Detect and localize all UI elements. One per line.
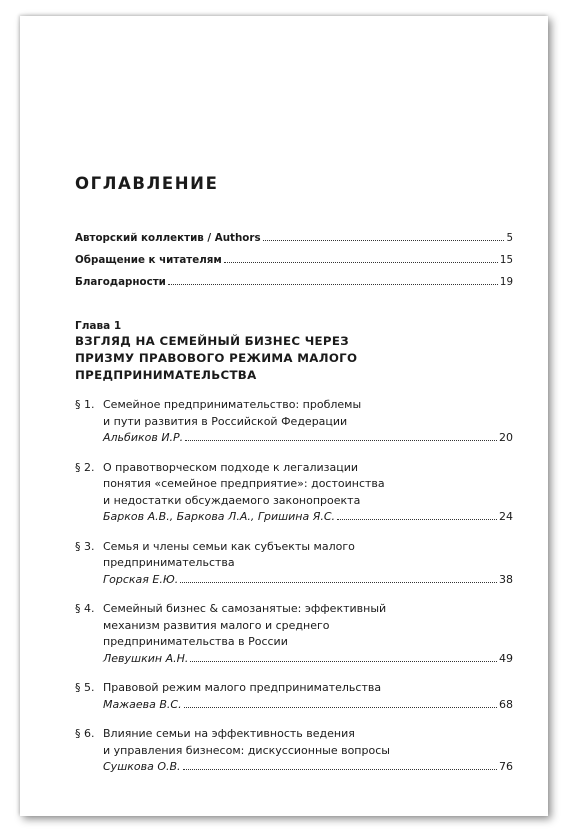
section-authors: Левушкин А.Н. [103,651,189,665]
section-number: § 2. [75,460,95,474]
section-body [103,460,513,526]
toc-entry-authors[interactable] [75,232,513,254]
section-title-line: Влияние семьи на эффективность ведения [103,727,355,740]
section-title-line: и управления бизнесом: дискуссионные вопросы [103,743,390,757]
chapter-block [75,320,513,789]
chapter-label: Глава 1 [75,320,122,332]
dot-leader [263,240,505,241]
section-title-line: Семейный бизнес & самозанятые: эффективный [103,602,387,615]
section-number: § 4. [75,602,95,615]
toc-section-6[interactable] [75,726,513,776]
dot-leader [184,707,497,708]
section-authors: Горская Е.Ю. [103,572,179,586]
page-title: ОГЛАВЛЕНИЕ [75,174,219,193]
chapter-title-line: ПРЕДПРИНИМАТЕЛЬСТВА [75,368,257,382]
section-author-row [103,430,513,447]
dot-leader [185,440,497,441]
dot-leader [224,262,498,263]
section-number: § 1. [75,398,95,411]
dot-leader [337,519,497,520]
section-body [103,601,513,667]
dot-leader [180,582,497,583]
section-title-line: предпринимательства [103,556,235,569]
section-authors: Барков А.В., Баркова Л.А., Гришина Я.С. [103,510,336,523]
entry-page-number: 5 [506,232,513,244]
dot-leader [168,284,498,285]
toc-section-4[interactable] [75,601,513,667]
entry-page-number: 15 [499,254,513,266]
section-title-line: О правотворческом подходе к легализации [103,460,359,474]
section-title-line: Семья и члены семьи как субъекты малого [103,539,355,553]
section-authors: Мажаева В.С. [103,697,182,711]
book-page [20,16,548,816]
toc-section-1[interactable] [75,397,513,447]
section-body [103,680,513,713]
section-authors: Альбиков И.Р. [103,431,184,444]
section-title-line: механизм развития малого и среднего [103,618,330,632]
entry-title: Обращение к читателям [75,254,222,266]
section-page-number: 20 [499,431,513,444]
entry-title: Авторский коллектив / Authors [75,232,261,244]
section-title-line: и пути развития в Российской Федерации [103,414,348,428]
section-title-line: предпринимательства в России [103,635,288,648]
entry-title: Благодарности [75,276,166,288]
section-title-line: понятия «семейное предприятие»: достоинства [103,477,385,490]
chapter-title [75,333,513,384]
toc-entry-acknowledgements[interactable] [75,276,513,298]
section-page-number: 38 [499,572,513,586]
section-page-number: 49 [499,651,513,665]
section-number: § 5. [75,681,95,694]
chapter-title-line: ВЗГЛЯД НА СЕМЕЙНЫЙ БИЗНЕС ЧЕРЕЗ [75,334,349,348]
section-author-row [103,509,513,526]
section-number: § 3. [75,539,95,553]
section-page-number: 68 [499,697,513,711]
section-number: § 6. [75,727,95,740]
section-body [103,397,513,447]
toc-entry-address[interactable] [75,254,513,276]
section-authors: Сушкова О.В. [103,760,181,773]
section-author-row [103,759,513,776]
toc-section-5[interactable] [75,680,513,713]
section-author-row [103,697,513,714]
toc-section-2[interactable] [75,460,513,526]
section-author-row [103,651,513,668]
dot-leader [190,661,497,662]
section-page-number: 24 [499,510,513,523]
chapter-title-line: ПРИЗМУ ПРАВОВОГО РЕЖИМА МАЛОГО [75,351,358,365]
section-body [103,539,513,589]
section-page-number: 76 [499,760,513,773]
section-title-line: Правовой режим малого предпринимательства [103,681,382,694]
section-body [103,726,513,776]
section-author-row [103,572,513,589]
dot-leader [183,769,497,770]
section-title-line: Семейное предпринимательство: проблемы [103,398,362,411]
entry-page-number: 19 [499,276,513,288]
toc-section-3[interactable] [75,539,513,589]
section-title-line: и недостатки обсуждаемого законопроекта [103,493,361,507]
front-matter-list [75,232,513,298]
